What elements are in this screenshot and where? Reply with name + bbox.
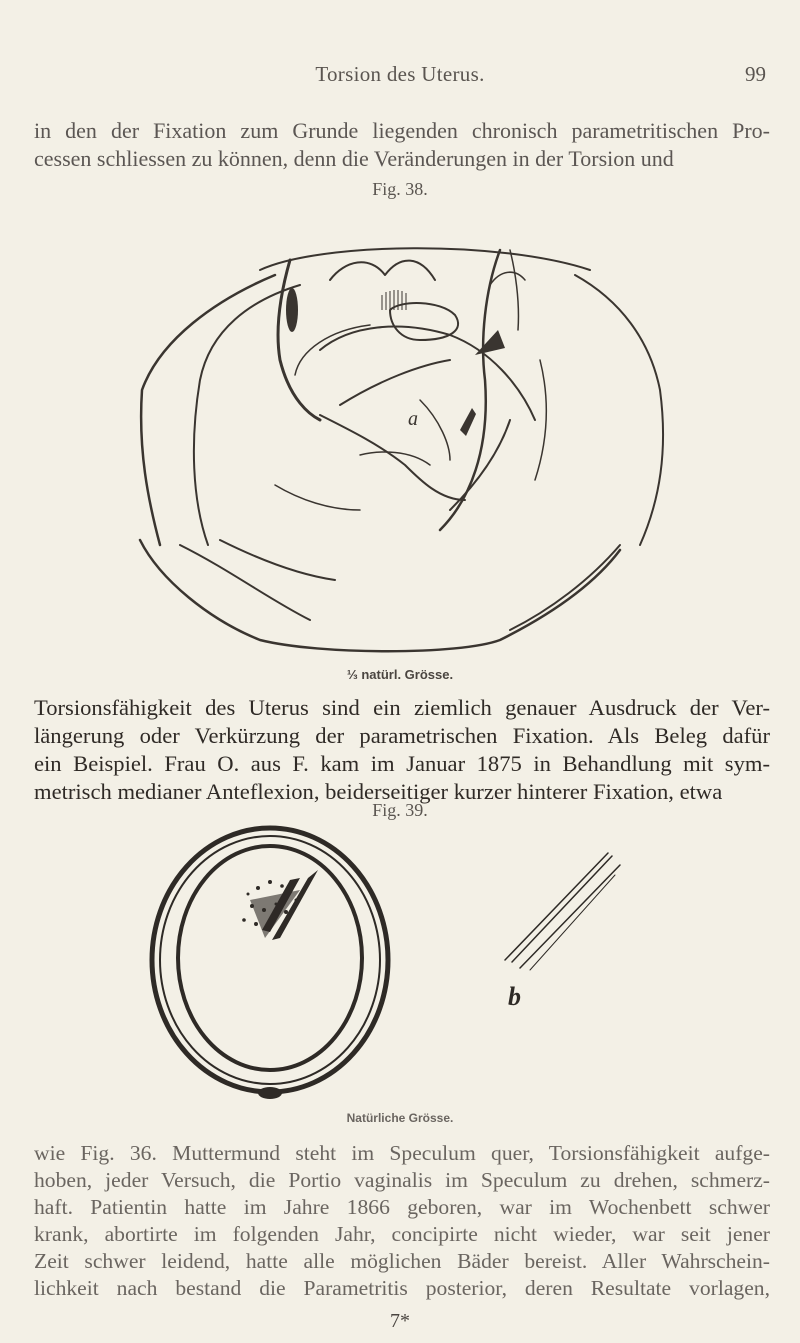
figure-39-caption: Natürliche Grösse. [346, 1111, 454, 1125]
figure-38-illustration [120, 200, 680, 660]
text-line: lichkeit nach bestand die Parametritis posterior, deren Resultate vorlagen, [34, 1276, 770, 1300]
figure-39-illustration [140, 820, 680, 1110]
text-line: cessen schliessen zu können, denn die Veränderungen in der Torsion und [34, 146, 674, 171]
text-line: längerung oder Verkürzung der parametrischen Fixation. Als Beleg dafür [34, 723, 770, 748]
text-line: hoben, jeder Versuch, die Portio vaginalis im Speculum zu drehen, schmerz- [34, 1168, 770, 1192]
text-line: ein Beispiel. Frau O. aus F. kam im Januar 1875 in Behandlung mit sym- [34, 751, 770, 776]
text-line: wie Fig. 36. Muttermund steht im Speculum quer, Torsionsfähigkeit aufge- [34, 1141, 770, 1165]
paragraph-3 [34, 1140, 770, 1302]
figure-38-marker: a [408, 408, 418, 430]
running-head-title: Torsion des Uterus. [315, 62, 485, 86]
paragraph-2 [34, 694, 770, 806]
figure-39-marker: b [508, 982, 521, 1011]
text-line: Zeit schwer leidend, hatte alle möglichen Bäder bereist. Aller Wahrschein- [34, 1249, 770, 1273]
figure-38-label: Fig. 38. [372, 179, 428, 199]
paragraph-1 [34, 117, 770, 173]
figure-39-label: Fig. 39. [372, 800, 428, 820]
text-line: in den der Fixation zum Grunde liegenden chronisch parametritischen Pro- [34, 118, 770, 143]
text-line: metrisch medianer Anteflexion, beiderseitiger kurzer hinterer Fixation, etwa [34, 779, 723, 804]
running-head [0, 62, 800, 92]
text-line: krank, abortirte im folgenden Jahr, concipirte nicht wieder, war seit jener [34, 1222, 770, 1246]
text-line: haft. Patientin hatte im Jahre 1866 geboren, war im Wochenbett schwer [34, 1195, 770, 1219]
sheet-signature: 7* [390, 1310, 410, 1332]
text-line: Torsionsfähigkeit des Uterus sind ein ziemlich genauer Ausdruck der Ver- [34, 695, 770, 720]
page-number: 99 [745, 62, 766, 86]
figure-38-caption: ⅓ natürl. Grösse. [346, 667, 454, 682]
